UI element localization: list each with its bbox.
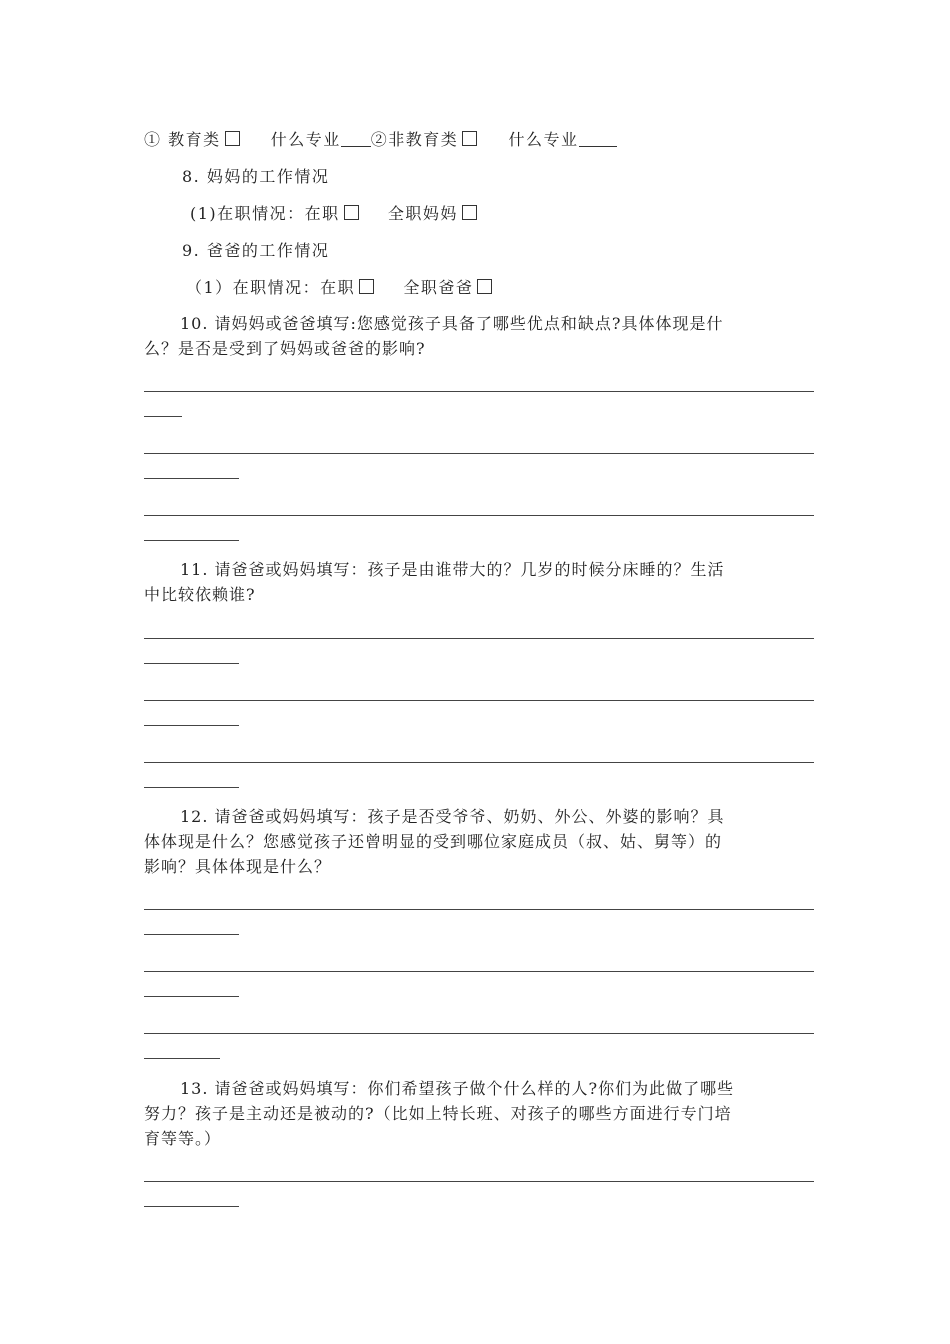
q10-answer-line-3[interactable] xyxy=(144,515,814,516)
q13-line-3: 育等等。） xyxy=(144,1129,222,1148)
q12-question xyxy=(144,804,816,879)
q8-fulltime-mom-checkbox[interactable] xyxy=(462,205,477,220)
q9-employed-label: （1）在职情况：在职 xyxy=(186,278,356,297)
q12-answer-line-3[interactable] xyxy=(144,1033,814,1034)
q10-answer-line-1[interactable] xyxy=(144,391,814,392)
q8-fulltime-mom-label: 全职妈妈 xyxy=(387,204,458,223)
q12-answer-line-3-cont[interactable] xyxy=(144,1058,220,1059)
education-checkbox[interactable] xyxy=(225,131,240,146)
q8-employed-checkbox[interactable] xyxy=(344,205,359,220)
non-education-checkbox[interactable] xyxy=(462,131,477,146)
q12-line-3: 影响？具体体现是什么？ xyxy=(144,857,332,876)
q13-question xyxy=(144,1076,816,1151)
q10-line-1: 10. 请妈妈或爸爸填写:您感觉孩子具备了哪些优点和缺点?具体体现是什 xyxy=(180,314,724,333)
q10-answer-line-1-cont[interactable] xyxy=(144,416,182,417)
non-education-option-label: ②非教育类 xyxy=(370,130,459,149)
q12-answer-line-2-cont[interactable] xyxy=(144,996,239,997)
q13-line-2: 努力？孩子是主动还是被动的?（比如上特长班、对孩子的哪些方面进行专门培 xyxy=(144,1104,732,1123)
q9-title: 9. 爸爸的工作情况 xyxy=(182,241,330,260)
q11-line-1: 11. 请爸爸或妈妈填写：孩子是由谁带大的？几岁的时候分床睡的？生活 xyxy=(180,560,725,579)
q11-answer-line-1[interactable] xyxy=(144,638,814,639)
q8-employed-label: (1)在职情况：在职 xyxy=(190,204,340,223)
major-label-2: 什么专业 xyxy=(508,130,579,149)
q8-title: 8. 妈妈的工作情况 xyxy=(182,167,330,186)
q10-answer-line-2[interactable] xyxy=(144,453,814,454)
q13-answer-line-1-cont[interactable] xyxy=(144,1206,239,1207)
q12-answer-line-1[interactable] xyxy=(144,909,814,910)
q9-employed-checkbox[interactable] xyxy=(359,279,374,294)
q12-answer-line-2[interactable] xyxy=(144,971,814,972)
major-blank-2[interactable] xyxy=(579,132,617,147)
q8-employment-row xyxy=(190,201,481,224)
q11-answer-line-3-cont[interactable] xyxy=(144,787,239,788)
q9-fulltime-dad-checkbox[interactable] xyxy=(477,279,492,294)
major-label: 什么专业 xyxy=(270,130,341,149)
q13-answer-line-1[interactable] xyxy=(144,1181,814,1182)
q10-line-2: 么？是否是受到了妈妈或爸爸的影响? xyxy=(144,339,426,358)
q12-answer-line-1-cont[interactable] xyxy=(144,934,239,935)
education-type-row xyxy=(144,127,617,150)
q12-line-2: 体体现是什么？您感觉孩子还曾明显的受到哪位家庭成员（叔、姑、舅等）的 xyxy=(144,832,723,851)
q10-question xyxy=(144,311,816,361)
q11-answer-line-3[interactable] xyxy=(144,762,814,763)
q11-line-2: 中比较依赖谁? xyxy=(144,585,256,604)
q11-question xyxy=(144,557,816,607)
q11-answer-line-2[interactable] xyxy=(144,700,814,701)
q9-fulltime-dad-label: 全职爸爸 xyxy=(403,278,474,297)
q13-line-1: 13. 请爸爸或妈妈填写：你们希望孩子做个什么样的人?你们为此做了哪些 xyxy=(180,1079,735,1098)
q10-answer-line-3-cont[interactable] xyxy=(144,540,239,541)
q12-line-1: 12. 请爸爸或妈妈填写：孩子是否受爷爷、奶奶、外公、外婆的影响？具 xyxy=(180,807,725,826)
q11-answer-line-1-cont[interactable] xyxy=(144,663,239,664)
q9-employment-row xyxy=(186,275,496,298)
q10-answer-line-2-cont[interactable] xyxy=(144,478,239,479)
q11-answer-line-2-cont[interactable] xyxy=(144,725,239,726)
education-option-label: ① 教育类 xyxy=(144,130,221,149)
major-blank[interactable] xyxy=(341,132,371,147)
